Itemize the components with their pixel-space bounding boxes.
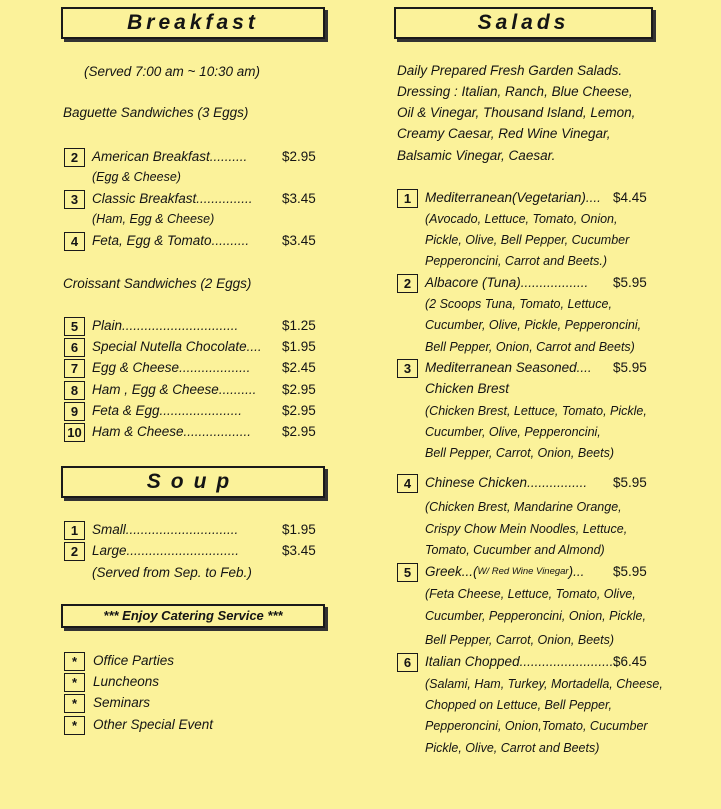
bullet-box: * (64, 652, 85, 671)
item-name: Italian Chopped (425, 654, 520, 669)
catering-label: Office Parties (93, 653, 175, 668)
item-price: $1.25 (282, 318, 316, 333)
salads-intro-line: Creamy Caesar, Red Wine Vinegar, (397, 126, 611, 141)
item-name-end: ) (568, 564, 574, 579)
item-name: Albacore (Tuna) (425, 275, 521, 290)
item-detail: Chopped on Lettuce, Bell Pepper, (425, 698, 612, 712)
item-number: 6 (64, 338, 85, 357)
croissant-heading: Croissant Sandwiches (2 Eggs) (63, 276, 252, 291)
item-price: $2.95 (282, 382, 316, 397)
item-detail: (Avocado, Lettuce, Tomato, Onion, (425, 212, 618, 226)
item-dots: ... (573, 564, 585, 579)
item-price: $5.95 (613, 564, 647, 579)
item-name: Mediterranean(Vegetarian) (425, 190, 586, 205)
salads-intro-line: Balsamic Vinegar, Caesar. (397, 148, 556, 163)
salads-intro-line: Oil & Vinegar, Thousand Island, Lemon, (397, 105, 636, 120)
item-number: 5 (64, 317, 85, 336)
item-price: $4.45 (613, 190, 647, 205)
item-name: Special Nutella Chocolate (92, 339, 247, 354)
item-price: $1.95 (282, 522, 316, 537)
item-name: Ham , Egg & Cheese (92, 382, 219, 397)
item-dots: .............................. (126, 543, 240, 558)
item-price: $3.45 (282, 233, 316, 248)
catering-label: Other Special Event (93, 717, 214, 732)
item-detail: Pickle, Olive, Bell Pepper, Cucumber (425, 233, 630, 247)
item-name: Mediterranean Seasoned (425, 360, 577, 375)
item-name: Classic Breakfast (92, 191, 197, 206)
item-name: Ham & Cheese (92, 424, 184, 439)
item-price: $5.95 (613, 275, 647, 290)
item-number: 2 (64, 148, 85, 167)
breakfast-header (61, 7, 325, 39)
item-price: $2.95 (282, 149, 316, 164)
item-detail: Pepperoncini, Onion,Tomato, Cucumber (425, 719, 648, 733)
item-detail: Crispy Chow Mein Noodles, Lettuce, (425, 522, 628, 536)
item-detail: (Chicken Brest, Lettuce, Tomato, Pickle, (425, 404, 647, 418)
item-number: 2 (64, 542, 85, 561)
item-number: 2 (397, 274, 418, 293)
item-number: 5 (397, 563, 418, 582)
item-price: $2.45 (282, 360, 316, 375)
item-detail: Bell Pepper, Carrot, Onion, Beets) (425, 446, 614, 460)
item-number: 10 (64, 423, 85, 442)
soup-header (61, 466, 325, 498)
breakfast-title: Breakfast (127, 11, 259, 34)
item-dots: .......... (218, 382, 257, 397)
bullet-box: * (64, 716, 85, 735)
bullet-box: * (64, 673, 85, 692)
catering-header (61, 604, 325, 628)
item-dots: .......... (209, 149, 248, 164)
item-detail: (Salami, Ham, Turkey, Mortadella, Cheese, (425, 677, 663, 691)
item-number: 1 (397, 189, 418, 208)
item-detail: (2 Scoops Tuna, Tomato, Lettuce, (425, 297, 612, 311)
item-name: Feta, Egg & Tomato (92, 233, 212, 248)
item-number: 1 (64, 521, 85, 540)
item-dots: .................. (520, 275, 589, 290)
item-price: $6.45 (613, 654, 647, 669)
item-name: Feta & Egg (92, 403, 160, 418)
item-price: $3.45 (282, 191, 316, 206)
salads-title: Salads (477, 11, 570, 34)
item-detail: Bell Pepper, Onion, Carrot and Beets) (425, 340, 635, 354)
item-price: $2.95 (282, 403, 316, 418)
item-name: Chinese Chicken (425, 475, 528, 490)
catering-label: Luncheons (93, 674, 160, 689)
item-dots: ...................... (159, 403, 243, 418)
item-dots: .......................... (519, 654, 618, 669)
item-number: 9 (64, 402, 85, 421)
item-number: 3 (397, 359, 418, 378)
item-name: Small (92, 522, 126, 537)
item-dots: .......... (211, 233, 250, 248)
item-detail: Cucumber, Olive, Pickle, Pepperoncini, (425, 318, 642, 332)
baguette-heading: Baguette Sandwiches (3 Eggs) (63, 105, 249, 120)
item-number: 4 (64, 232, 85, 251)
item-price: $5.95 (613, 475, 647, 490)
soup-title: Soup (146, 470, 240, 493)
item-number: 3 (64, 190, 85, 209)
item-dots: ................... (179, 360, 251, 375)
item-price: $3.45 (282, 543, 316, 558)
item-price: $5.95 (613, 360, 647, 375)
item-detail: Bell Pepper, Carrot, Onion, Beets) (425, 633, 614, 647)
item-detail: (Feta Cheese, Lettuce, Tomato, Olive, (425, 587, 636, 601)
salads-intro-line: Dressing : Italian, Ranch, Blue Cheese, (397, 84, 633, 99)
catering-label: Seminars (93, 695, 151, 710)
item-number: 8 (64, 381, 85, 400)
item-number: 6 (397, 653, 418, 672)
item-dots: .... (576, 360, 592, 375)
bullet-box: * (64, 694, 85, 713)
salads-header (394, 7, 653, 39)
item-dots: .... (585, 190, 601, 205)
item-detail: (Chicken Brest, Mandarine Orange, (425, 500, 622, 514)
item-detail: (Ham, Egg & Cheese) (92, 212, 215, 226)
item-name: American Breakfast (92, 149, 210, 164)
item-dots: ............... (196, 191, 253, 206)
item-detail: (Egg & Cheese) (92, 170, 181, 184)
item-subname: Chicken Brest (425, 381, 510, 396)
item-detail: Cucumber, Pepperoncini, Onion, Pickle, (425, 609, 646, 623)
item-dots: .............................. (125, 522, 239, 537)
item-detail: Cucumber, Olive, Pepperoncini, (425, 425, 601, 439)
item-dots: ............................... (122, 318, 239, 333)
item-detail: Pickle, Olive, Carrot and Beets) (425, 741, 600, 755)
salads-intro-line: Daily Prepared Fresh Garden Salads. (397, 63, 623, 78)
item-price: $2.95 (282, 424, 316, 439)
item-number: 7 (64, 359, 85, 378)
soup-note: (Served from Sep. to Feb.) (92, 565, 252, 580)
breakfast-hours: (Served 7:00 am ~ 10:30 am) (84, 64, 260, 79)
item-name: Greek...( (425, 564, 478, 579)
item-name: Plain (92, 318, 123, 333)
item-number: 4 (397, 474, 418, 493)
item-detail: Pepperoncini, Carrot and Beets.) (425, 254, 608, 268)
item-price: $1.95 (282, 339, 316, 354)
item-detail: Tomato, Cucumber and Almond) (425, 543, 605, 557)
item-dots: .................. (183, 424, 252, 439)
catering-title: *** Enjoy Catering Service *** (103, 608, 283, 623)
item-name: Egg & Cheese (92, 360, 180, 375)
item-dots: .... (246, 339, 262, 354)
item-dots: ................ (527, 475, 588, 490)
item-name-note: W/ Red Wine Vinegar (477, 566, 569, 577)
item-name: Large (92, 543, 127, 558)
